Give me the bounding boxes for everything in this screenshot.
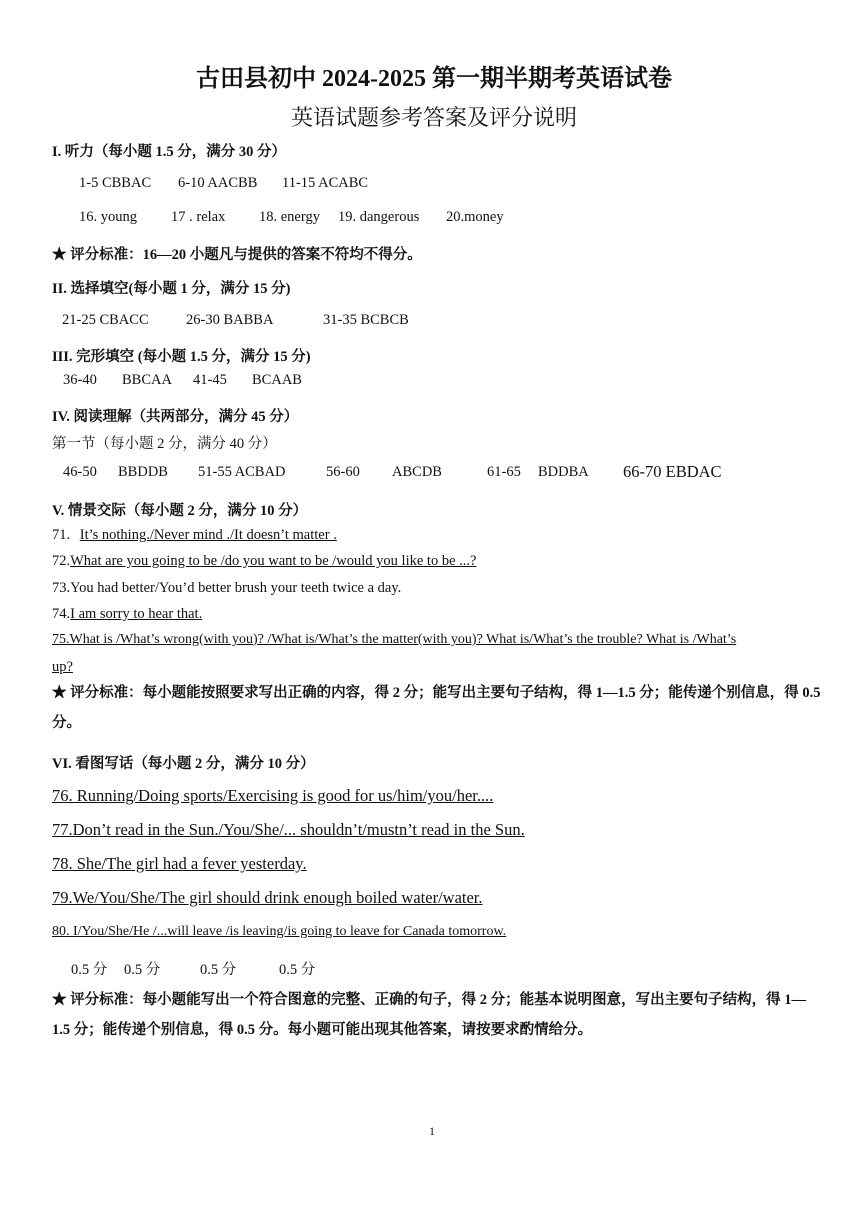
answer-group: 6-10 AACBB — [178, 175, 258, 191]
answer-range: 41-45 — [193, 372, 227, 388]
answer-text: I am sorry to hear that. — [70, 606, 203, 622]
answer-text: What are you going to be /do you want to be /would you like to be ...? — [70, 553, 477, 569]
answer-range: 56-60 — [326, 464, 360, 480]
answer-group: 1-5 CBBAC — [79, 175, 152, 191]
section-6-heading: VI. 看图写话（每小题 2 分，满分 10 分） — [52, 756, 315, 772]
answer-text: It’s nothing./Never mind ./It doesn’t matter . — [79, 527, 337, 543]
answer-78: 78. She/The girl had a fever yesterday. — [52, 854, 307, 873]
section-4-heading: IV. 阅读理解（共两部分，满分 45 分） — [52, 409, 299, 425]
section-4-subheading: 第一节（每小题 2 分，满分 40 分） — [52, 436, 277, 452]
answer-item: 16. young — [79, 209, 137, 225]
answer-74 — [52, 606, 202, 623]
question-number: 72. — [52, 553, 71, 569]
answer-73: 73.You had better/You’d better brush your teeth twice a day. — [52, 580, 402, 596]
answer-range: 61-65 — [487, 464, 521, 480]
points-label: 0.5 分 — [279, 962, 316, 978]
section-1-criteria: ★ 评分标准：16—20 小题凡与提供的答案不符均不得分。 — [52, 247, 422, 263]
page-number: 1 — [429, 1124, 435, 1138]
points-label: 0.5 分 — [200, 962, 237, 978]
answer-72 — [52, 553, 476, 570]
answer-group: BBCAA — [122, 372, 172, 388]
answer-group: 31-35 BCBCB — [323, 312, 409, 328]
answer-71 — [52, 527, 337, 544]
question-number: 71. — [52, 527, 71, 543]
points-label: 0.5 分 — [71, 962, 108, 978]
section-6-criteria: ★ 评分标准：每小题能写出一个符合图意的完整、正确的句子，得 2 分；能基本说明图意，写出主要句子结构，得 1—1.5 分；能传递个别信息，得 0.5 分。每小题可能出现其他答案，请按要求酌情给分。 — [52, 992, 806, 1038]
answer-group: 26-30 BABBA — [186, 312, 274, 328]
question-number: 74. — [52, 606, 71, 622]
answer-group: BCAAB — [252, 372, 302, 388]
answer-75-line2: up? — [52, 659, 73, 675]
section-5-heading: V. 情景交际（每小题 2 分，满分 10 分） — [52, 503, 308, 519]
points-label: 0.5 分 — [124, 962, 161, 978]
document-subtitle: 英语试题参考答案及评分说明 — [290, 105, 577, 130]
answer-item: 20.money — [446, 209, 504, 225]
document-title: 古田县初中 2024-2025 第一期半期考英语试卷 — [196, 66, 672, 92]
answer-77: 77.Don’t read in the Sun./You/She/... shouldn’t/mustn’t read in the Sun. — [52, 820, 525, 839]
section-1-heading: I. 听力（每小题 1.5 分，满分 30 分） — [52, 144, 287, 160]
answer-76: 76. Running/Doing sports/Exercising is good for us/him/you/her.... — [52, 786, 494, 805]
answer-item: 17 . relax — [171, 209, 226, 225]
answer-group: 66-70 EBDAC — [623, 462, 722, 481]
section-5-criteria: ★ 评分标准：每小题能按照要求写出正确的内容，得 2 分；能写出主要句子结构，得 1—1.5 分；能传递个别信息，得 0.5 分。 — [52, 685, 821, 731]
answer-item: 19. dangerous — [338, 209, 420, 225]
answer-group: 11-15 ACABC — [282, 175, 369, 191]
answer-80: 80. I/You/She/He /...will leave /is leaving/is going to leave for Canada tomorrow. — [52, 924, 507, 939]
answer-group: 21-25 CBACC — [62, 312, 149, 328]
answer-item: 18. energy — [259, 209, 320, 225]
section-3-heading: III. 完形填空 (每小题 1.5 分，满分 15 分) — [52, 349, 311, 365]
answer-range: 46-50 — [63, 464, 97, 480]
answer-79: 79.We/You/She/The girl should drink enough boiled water/water. — [52, 888, 483, 907]
answer-group: BBDDB — [118, 464, 168, 480]
answer-group: 51-55 ACBAD — [198, 464, 286, 480]
answer-75-line1: 75.What is /What’s wrong(with you)? /What is/What’s the matter(with you)? What is/What’s the trouble? What is /What’s — [52, 632, 737, 647]
answer-range: 36-40 — [63, 372, 97, 388]
section-2-heading: II. 选择填空(每小题 1 分，满分 15 分) — [52, 281, 291, 297]
answer-group: ABCDB — [392, 464, 442, 480]
answer-group: BDDBA — [538, 464, 589, 480]
